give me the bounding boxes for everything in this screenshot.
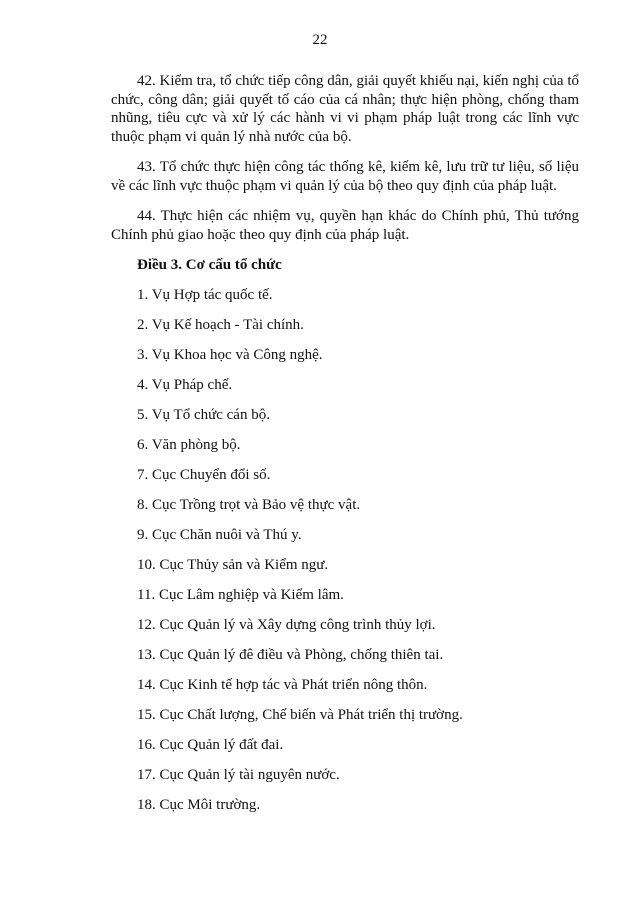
list-item: 17. Cục Quản lý tài nguyên nước.	[137, 767, 340, 783]
list-item: 11. Cục Lâm nghiệp và Kiểm lâm.	[137, 587, 344, 603]
article-heading: Điều 3. Cơ cấu tổ chức	[137, 257, 282, 273]
list-item: 5. Vụ Tổ chức cán bộ.	[137, 407, 270, 423]
list-item: 10. Cục Thủy sản và Kiểm ngư.	[137, 557, 329, 573]
list-item: 12. Cục Quản lý và Xây dựng công trình thủy lợi.	[137, 617, 436, 633]
document-body	[111, 72, 579, 826]
list-item: 16. Cục Quản lý đất đai.	[137, 737, 284, 753]
list-item: 8. Cục Trồng trọt và Bảo vệ thực vật.	[137, 497, 361, 513]
list-item: 1. Vụ Hợp tác quốc tế.	[137, 287, 273, 303]
list-item: 15. Cục Chất lượng, Chế biến và Phát triển thị trường.	[137, 707, 463, 723]
list-item: 3. Vụ Khoa học và Công nghệ.	[137, 347, 323, 363]
list-item: 18. Cục Môi trường.	[137, 797, 261, 813]
page-number: 22	[312, 32, 328, 48]
list-item: 4. Vụ Pháp chế.	[137, 377, 233, 393]
paragraph-44: 44. Thực hiện các nhiệm vụ, quyền hạn khác do Chính phủ, Thủ tướng Chính phủ giao hoặc theo quy định của pháp luật.	[111, 208, 579, 243]
paragraph-43: 43. Tổ chức thực hiện công tác thống kê, kiểm kê, lưu trữ tư liệu, số liệu về các lĩnh vực thuộc phạm vi quản lý của bộ theo quy định của pháp luật.	[111, 159, 579, 194]
list-item: 9. Cục Chăn nuôi và Thú y.	[137, 527, 302, 543]
organization-structure-list	[111, 286, 579, 826]
list-item: 14. Cục Kinh tế hợp tác và Phát triển nông thôn.	[137, 677, 428, 693]
list-item: 7. Cục Chuyển đổi số.	[137, 467, 271, 483]
list-item: 6. Văn phòng bộ.	[137, 437, 241, 453]
list-item: 13. Cục Quản lý đê điều và Phòng, chống thiên tai.	[137, 647, 444, 663]
paragraph-42: 42. Kiểm tra, tổ chức tiếp công dân, giải quyết khiếu nại, kiến nghị của tổ chức, công dân; giải quyết tố cáo của cá nhân; thực hiện phòng, chống tham nhũng, tiêu cực và xử lý các hành vi vi phạm pháp luật trong các lĩnh vực thuộc phạm vi quản lý nhà nước của bộ.	[111, 73, 579, 145]
list-item: 2. Vụ Kế hoạch - Tài chính.	[137, 317, 304, 333]
